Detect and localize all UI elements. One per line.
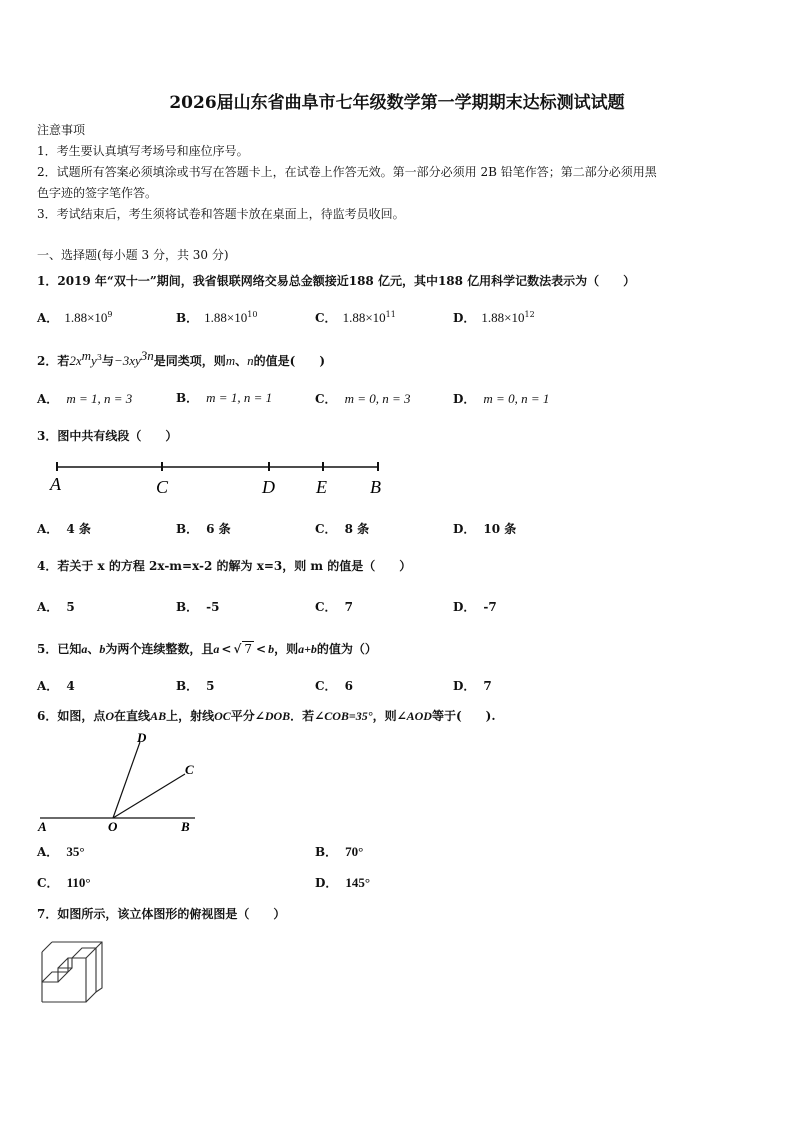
point-label-b: B (370, 477, 381, 497)
q4-option-d: D． -7 (453, 600, 497, 614)
q7-solid-figure (38, 932, 110, 1006)
q2-option-d: D． m = 0, n = 1 (453, 391, 550, 406)
q4-option-c: C． 7 (315, 600, 353, 614)
q5-option-c: C． 6 (315, 679, 353, 693)
q1-option-d: D． $1.88\times 10^{12}$ (453, 310, 535, 325)
q7-stem: 7．如图所示，该立体图形的俯视图是（ ） (37, 907, 286, 921)
point-label-d: D (262, 477, 275, 497)
q5-stem: 5．已知a、b为两个连续整数，且a < √ 7 < b，则a+b的值为（） (37, 642, 377, 656)
q3-segment-figure (40, 458, 400, 500)
page-title: 2026届山东省曲阜市七年级数学第一学期期末达标测试试题 (169, 93, 625, 113)
q6-option-d: D． 145° (315, 875, 371, 890)
ray-od (113, 742, 140, 818)
q2-option-a: A． m = 1, n = 3 (37, 391, 133, 406)
q6-option-b: B． 70° (315, 844, 364, 859)
notice-item-3: 3．考试结束后，考生须将试卷和答题卡放在桌面上，待监考员收回。 (37, 207, 405, 221)
point-label-c: C (185, 762, 194, 777)
notice-item-2: 2．试题所有答案必须填涂或书写在答题卡上，在试卷上作答无效。第一部分必须用 2B 铅笔作答；第二部分必须用黑 (37, 165, 657, 179)
q1-option-c: C． $1.88\times 10^{11}$ (315, 310, 396, 325)
point-label-c: C (156, 477, 169, 497)
q3-option-d: D． 10 条 (453, 522, 517, 536)
q6-option-a: A． 35° (37, 844, 85, 859)
point-label-a: A (38, 819, 47, 834)
q6-option-c: C． 110° (37, 875, 91, 890)
q5-option-b: B． 5 (176, 679, 215, 693)
sqrt-icon: √ (233, 642, 242, 656)
q3-option-a: A． 4 条 (37, 522, 91, 536)
q1-stem: 1．2019 年“双十一”期间，我省银联网络交易总金额接近188 亿元，其中188 亿用科学记数法表示为（ ） (37, 274, 636, 288)
q1-option-a: A． $1.88\times 10^9$ (37, 310, 113, 325)
point-label-d: D (137, 730, 147, 745)
q3-option-b: B． 6 条 (176, 522, 231, 536)
q4-stem: 4．若关于 x 的方程 2x-m=x-2 的解为 x=3，则 m 的值是（ ） (37, 559, 412, 573)
q6-angle-figure (35, 728, 205, 836)
q6-stem: 6．如图，点O在直线AB上，射线OC平分∠DOB．若∠COB=35°，则∠AOD等于( ). (37, 709, 496, 723)
section-heading: 一、选择题(每小题 3 分，共 30 分) (37, 248, 229, 262)
q2-stem: 2．若$2x^my^3$与$-3xy^{3n}$是同类项，则m、n的值是( ) (37, 348, 326, 368)
point-label-o: O (108, 819, 118, 834)
q2-option-b: B． m = 1, n = 1 (176, 390, 273, 405)
ray-oc (113, 774, 185, 818)
point-label-e: E (316, 477, 327, 497)
q1-option-b: B． $1.88\times 10^{10}$ (176, 310, 258, 325)
q4-option-b: B． -5 (176, 600, 220, 614)
q3-stem: 3．图中共有线段（ ） (37, 429, 178, 443)
q4-option-a: A． 5 (37, 600, 75, 614)
point-label-a: A (50, 474, 61, 494)
q2-option-c: C． m = 0, n = 3 (315, 391, 411, 406)
q3-option-c: C． 8 条 (315, 522, 370, 536)
q5-option-d: D． 7 (453, 679, 492, 693)
point-label-b: B (181, 819, 190, 834)
notice-item-1: 1．考生要认真填写考场号和座位序号。 (37, 144, 249, 158)
notice-heading: 注意事项 (37, 123, 86, 137)
q5-option-a: A． 4 (37, 679, 75, 693)
notice-item-2-cont: 色字迹的签字笔作答。 (37, 186, 158, 200)
